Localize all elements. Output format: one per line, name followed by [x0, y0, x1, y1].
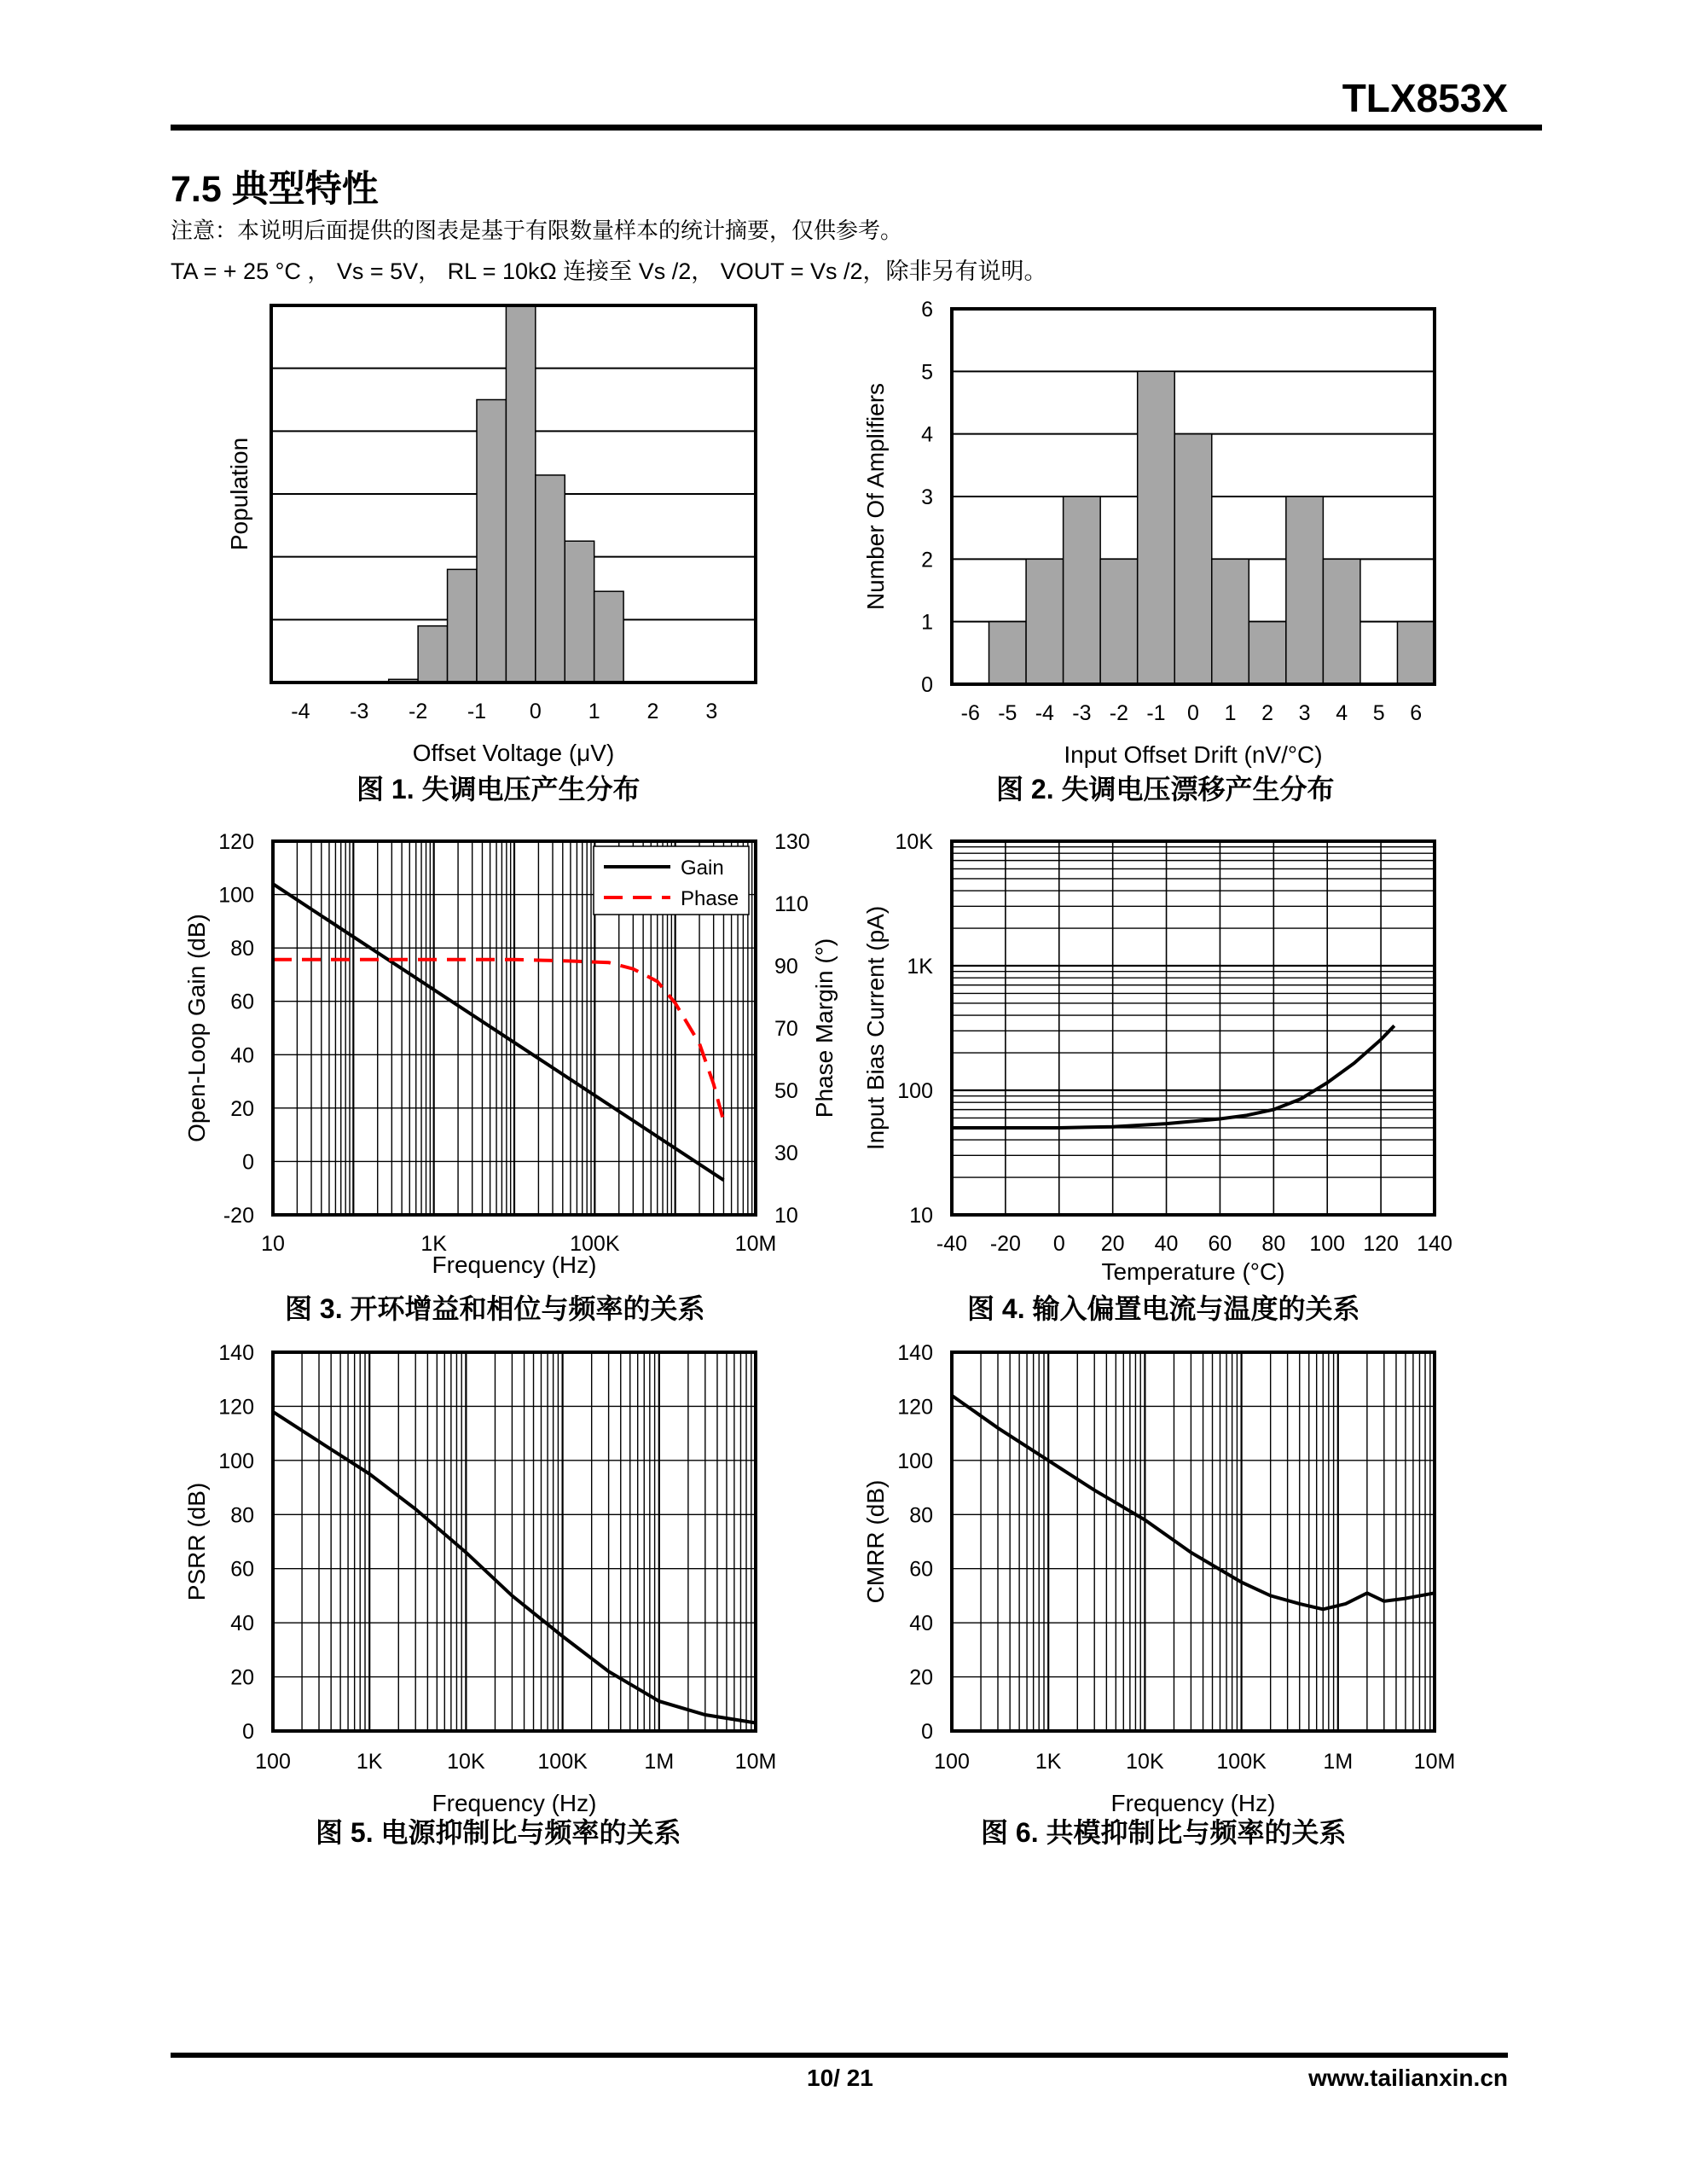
- y2-tick-label: 30: [774, 1141, 798, 1165]
- x-axis-label: Frequency (Hz): [432, 1790, 597, 1816]
- x-tick-label: 2: [646, 700, 659, 723]
- x-tick-label: 10K: [447, 1750, 485, 1774]
- x-tick-label: 1M: [644, 1750, 675, 1774]
- histogram-bar: [1397, 622, 1435, 684]
- histogram-bar: [1323, 559, 1360, 684]
- figure-prefix: 图: [967, 1293, 995, 1324]
- x-tick-label: 100K: [1216, 1750, 1267, 1774]
- x-tick-label: 100: [1309, 1232, 1346, 1256]
- y-tick-label: 5: [921, 360, 933, 385]
- figure-5-caption: [316, 1811, 681, 1850]
- y-tick-label: 0: [921, 673, 933, 697]
- y-tick-label: 0: [242, 1150, 254, 1175]
- x-tick-label: -2: [409, 700, 428, 723]
- figure-number: 1.: [391, 774, 415, 804]
- figure-number: 4.: [1001, 1293, 1025, 1324]
- x-tick-label: -3: [1072, 701, 1092, 725]
- histogram-bar: [477, 400, 506, 683]
- y2-tick-label: 130: [774, 830, 810, 854]
- x-tick-label: 80: [1261, 1232, 1286, 1256]
- y-tick-label: -20: [223, 1204, 254, 1228]
- x-tick-label: 60: [1208, 1232, 1232, 1256]
- x-tick-label: 2: [1261, 701, 1274, 725]
- histogram-bar: [1026, 559, 1064, 684]
- histogram-bar: [1174, 434, 1212, 684]
- y-tick-label: 4: [921, 422, 933, 447]
- x-tick-label: -3: [350, 700, 369, 723]
- x-tick-label: -4: [291, 700, 310, 723]
- histogram-bar: [1212, 559, 1249, 684]
- x-tick-label: 10: [261, 1232, 285, 1256]
- figure-2-caption: [996, 768, 1335, 807]
- y-tick-label: 60: [909, 1557, 933, 1582]
- x-axis-label: Offset Voltage (μV): [412, 740, 615, 766]
- figure-title: 输入偏置电流与温度的关系: [1032, 1293, 1360, 1324]
- y-tick-label: 10K: [895, 830, 933, 854]
- y-tick-label: 140: [218, 1341, 254, 1365]
- section-number: 7.5: [171, 169, 222, 210]
- y-tick-label: 140: [897, 1341, 933, 1365]
- test-conditions: TA = + 25 °C ， Vs = 5V， RL = 10kΩ 连接至 Vs /2， VOUT = Vs /2，除非另有说明。: [171, 258, 1047, 284]
- figure-title: 电源抑制比与频率的关系: [380, 1817, 681, 1848]
- figure-prefix: 图: [316, 1817, 344, 1848]
- note-text: 注意：本说明后面提供的图表是基于有限数量样本的统计摘要，仅供参考。: [171, 218, 903, 243]
- figure-6-caption: [981, 1811, 1347, 1850]
- y-tick-label: 40: [909, 1612, 933, 1636]
- y-tick-label: 20: [230, 1665, 254, 1690]
- figure-prefix: 图: [357, 774, 385, 804]
- histogram-bar: [1100, 559, 1138, 684]
- y-tick-label: 0: [242, 1720, 254, 1744]
- x-tick-label: 1K: [420, 1232, 447, 1256]
- y-tick-label: 20: [230, 1096, 254, 1121]
- x-tick-label: 140: [1417, 1232, 1452, 1256]
- x-tick-label: 6: [1410, 701, 1423, 725]
- y-tick-label: 100: [218, 1449, 254, 1473]
- x-tick-label: -1: [467, 700, 487, 723]
- figure-number: 5.: [350, 1817, 374, 1848]
- figure-title: 失调电压产生分布: [421, 774, 641, 804]
- y-tick-label: 120: [218, 1395, 254, 1420]
- histogram-bar: [1138, 371, 1175, 684]
- histogram-bar: [506, 305, 535, 682]
- x-tick-label: 1: [588, 700, 600, 723]
- y-tick-label: 60: [230, 1557, 254, 1582]
- y-axis-label: PSRR (dB): [183, 1482, 210, 1601]
- y-tick-label: 1K: [907, 955, 933, 979]
- x-axis-label: Frequency (Hz): [432, 1252, 597, 1278]
- y-tick-label: 10: [909, 1204, 933, 1228]
- y-tick-label: 20: [909, 1665, 933, 1690]
- psrr-line: [273, 1412, 756, 1723]
- histogram-bar: [536, 475, 565, 682]
- x-tick-label: -1: [1146, 701, 1166, 725]
- section-title: 典型特性: [231, 169, 379, 210]
- y-tick-label: 3: [921, 485, 933, 509]
- y-axis-label: Input Bias Current (pA): [862, 905, 889, 1151]
- y-axis-label: Open-Loop Gain (dB): [183, 914, 210, 1142]
- y2-tick-label: 110: [774, 892, 809, 916]
- website-link[interactable]: www.tailianxin.cn: [1308, 2065, 1508, 2091]
- figure-number: 6.: [1015, 1817, 1039, 1848]
- histogram-bar: [594, 591, 623, 682]
- figure-prefix: 图: [996, 774, 1024, 804]
- page-number: 10/ 21: [807, 2065, 873, 2091]
- figure-prefix: 图: [285, 1293, 313, 1324]
- x-axis-label: Temperature (°C): [1101, 1258, 1285, 1285]
- x-tick-label: 1K: [1035, 1750, 1062, 1774]
- x-tick-label: 40: [1154, 1232, 1179, 1256]
- figure-1-caption: [357, 768, 641, 807]
- x-tick-label: 100: [934, 1750, 970, 1774]
- x-tick-label: 10K: [1126, 1750, 1164, 1774]
- y-tick-label: 2: [921, 548, 933, 572]
- x-tick-label: 10M: [734, 1750, 777, 1774]
- x-tick-label: 5: [1372, 701, 1385, 725]
- y-axis-label: CMRR (dB): [862, 1479, 889, 1604]
- footer-rule: [171, 2053, 1508, 2058]
- y-tick-label: 40: [230, 1612, 254, 1636]
- y-tick-label: 80: [909, 1503, 933, 1528]
- document-header-title: TLX853X: [1342, 76, 1508, 120]
- x-axis-label: Frequency (Hz): [1110, 1790, 1276, 1816]
- y-tick-label: 120: [897, 1395, 933, 1420]
- histogram-bar: [1249, 622, 1286, 684]
- x-tick-label: -2: [1109, 701, 1129, 725]
- x-tick-label: 20: [1100, 1232, 1125, 1256]
- x-tick-label: 10M: [1413, 1750, 1456, 1774]
- histogram-bar: [565, 541, 594, 682]
- y-tick-label: 100: [218, 883, 254, 908]
- histogram-bar: [1286, 497, 1324, 684]
- histogram-bar: [448, 569, 477, 682]
- figure-title: 开环增益和相位与频率的关系: [350, 1293, 705, 1324]
- plot-frame: [952, 841, 1435, 1215]
- x-tick-label: 1: [1224, 701, 1237, 725]
- figure-title: 失调电压漂移产生分布: [1061, 774, 1335, 804]
- y-tick-label: 100: [897, 1449, 933, 1473]
- x-tick-label: 0: [1052, 1232, 1065, 1256]
- x-tick-label: 3: [1298, 701, 1311, 725]
- figure-number: 3.: [319, 1293, 343, 1324]
- x-axis-label: Input Offset Drift (nV/°C): [1064, 741, 1323, 768]
- histogram-bar: [989, 622, 1027, 684]
- x-tick-label: -40: [936, 1232, 968, 1256]
- x-tick-label: 0: [529, 700, 542, 723]
- cmrr-line: [952, 1396, 1435, 1610]
- plot-frame: [273, 1352, 756, 1731]
- x-tick-label: -20: [989, 1232, 1021, 1256]
- y2-tick-label: 70: [774, 1017, 798, 1041]
- y-tick-label: 0: [921, 1720, 933, 1744]
- y-tick-label: 40: [230, 1043, 254, 1068]
- x-tick-label: -5: [998, 701, 1017, 725]
- plot-frame: [952, 1352, 1435, 1731]
- figure-prefix: 图: [981, 1817, 1009, 1848]
- y-axis-label: Population: [226, 437, 252, 551]
- x-tick-label: 4: [1336, 701, 1348, 725]
- x-tick-label: 120: [1363, 1232, 1399, 1256]
- x-tick-label: -6: [960, 701, 980, 725]
- figure-4-caption: [967, 1287, 1360, 1327]
- y-tick-label: 1: [921, 610, 933, 635]
- figure-number: 2.: [1030, 774, 1054, 804]
- histogram-bar: [1064, 497, 1101, 684]
- y-tick-label: 6: [921, 298, 933, 322]
- x-tick-label: 1M: [1323, 1750, 1354, 1774]
- y-tick-label: 120: [218, 830, 254, 854]
- y2-tick-label: 50: [774, 1079, 798, 1103]
- y-axis-label: Number Of Amplifiers: [862, 382, 889, 611]
- x-tick-label: -4: [1035, 701, 1054, 725]
- x-tick-label: 100K: [537, 1750, 588, 1774]
- x-tick-label: 1K: [356, 1750, 383, 1774]
- y2-tick-label: 90: [774, 955, 798, 979]
- x-tick-label: 3: [705, 700, 718, 723]
- legend-phase-label: Phase: [681, 887, 739, 910]
- histogram-bar: [418, 626, 447, 682]
- x-tick-label: 10M: [734, 1232, 777, 1256]
- figure-3-caption: [285, 1287, 705, 1327]
- y2-axis-label: Phase Margin (°): [811, 938, 838, 1118]
- x-tick-label: 0: [1187, 701, 1199, 725]
- y-tick-label: 80: [230, 1503, 254, 1528]
- figure-title: 共模抑制比与频率的关系: [1046, 1817, 1347, 1848]
- y2-tick-label: 10: [774, 1204, 798, 1228]
- y-tick-label: 100: [897, 1079, 933, 1103]
- y-tick-label: 80: [230, 937, 254, 961]
- x-tick-label: 100: [255, 1750, 291, 1774]
- legend-gain-label: Gain: [681, 857, 724, 880]
- y-tick-label: 60: [230, 990, 254, 1014]
- x-tick-label: 100K: [570, 1232, 620, 1256]
